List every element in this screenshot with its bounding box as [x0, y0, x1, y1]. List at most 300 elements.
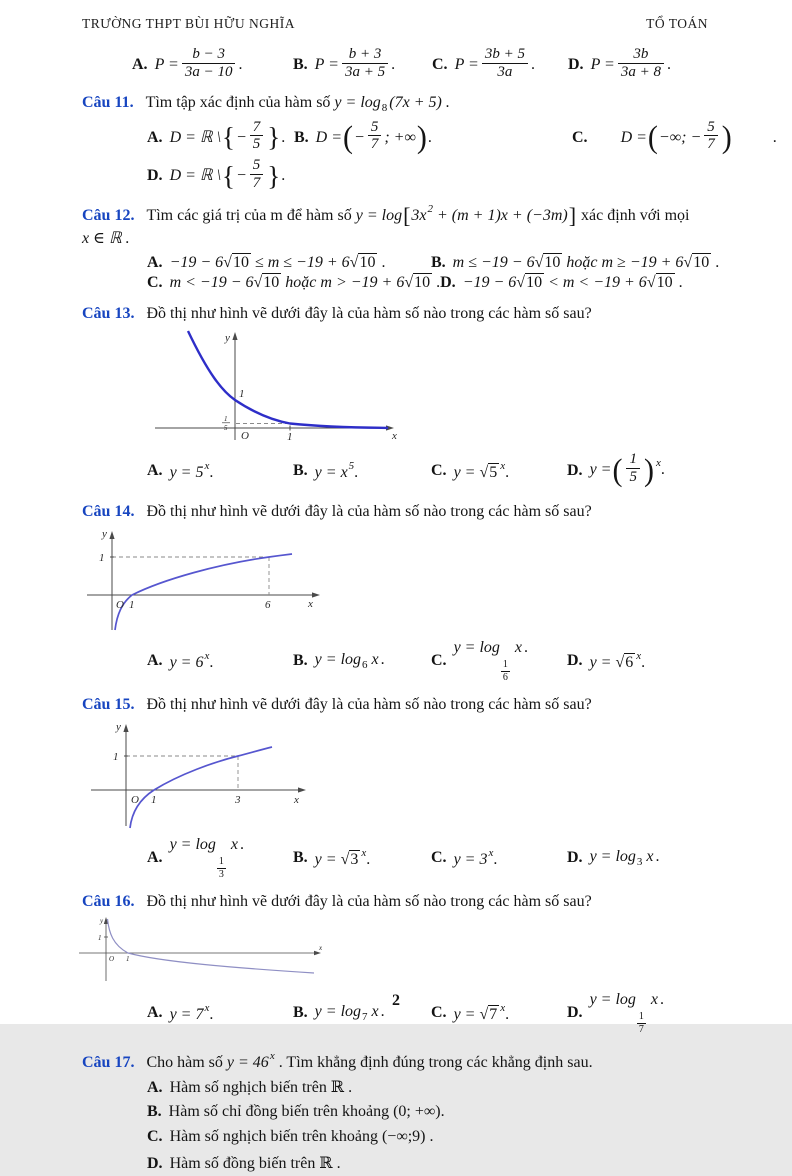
expr-prefix: D = — [620, 128, 647, 146]
log-subscript: 3 — [636, 856, 643, 869]
question-number: Câu 17. — [82, 1054, 135, 1072]
fraction — [250, 157, 264, 192]
function-expression — [355, 202, 577, 228]
option-text: Hàm số chỉ đồng biến trên khoảng (0; +∞). — [168, 1103, 445, 1121]
fraction-numerator: 1 — [638, 1011, 644, 1023]
radicand: 10 — [526, 274, 543, 292]
answer-option-b — [293, 460, 431, 482]
square-root — [516, 273, 544, 291]
fraction-numerator: 3b + 5 — [482, 46, 528, 64]
fraction-denominator: 3a + 5 — [344, 63, 386, 80]
x-tick-2-label: 3 — [235, 794, 241, 807]
log-expr: y = log — [169, 836, 216, 854]
radical-sign-icon — [647, 274, 656, 291]
option-expression — [170, 274, 441, 292]
log-subscript-fraction — [501, 659, 510, 683]
origin-label: O — [131, 794, 139, 807]
fraction-denominator: 7 — [638, 1023, 644, 1035]
question-number: Câu 13. — [82, 305, 135, 323]
open-brace: { — [222, 160, 235, 191]
y-frac-numerator: 1 — [224, 415, 228, 424]
log-expr: y = log — [314, 1003, 362, 1021]
fraction — [626, 451, 640, 486]
answer-option-b — [293, 651, 431, 671]
log-argument: x — [371, 651, 379, 669]
expr-suffix: . — [524, 639, 529, 657]
expr-suffix: . — [377, 254, 386, 272]
interval-tail: ; +∞ — [384, 128, 416, 146]
option-expression — [620, 118, 777, 156]
log-expr: y = log — [589, 991, 636, 1009]
option-letter: D. — [147, 1154, 163, 1172]
question-number: Câu 14. — [82, 502, 135, 520]
square-root — [647, 273, 675, 291]
option-expression — [155, 48, 243, 83]
option-letter: B. — [294, 128, 309, 146]
option-letter: D. — [440, 274, 456, 292]
option-text: Hàm số đồng biến trên ℝ . — [169, 1154, 341, 1172]
answer-option-c — [147, 1126, 734, 1149]
radical-sign-icon — [223, 254, 232, 271]
answer-option-a — [132, 48, 293, 83]
radical-sign-icon — [615, 654, 624, 671]
answer-option-d — [567, 650, 645, 672]
answer-option-c — [572, 118, 777, 156]
fraction — [342, 46, 388, 81]
log-base-expr: y = log — [334, 93, 381, 111]
fraction-numerator: b − 3 — [182, 46, 236, 64]
exponent: x — [204, 650, 210, 663]
expr-suffix: . — [711, 254, 720, 272]
option-expression — [455, 48, 535, 83]
radicand: 10 — [359, 254, 376, 272]
radicand: 3 — [350, 851, 359, 869]
expr-prefix: P = — [314, 55, 339, 73]
option-letter: A. — [147, 1004, 163, 1022]
log-expr: y = log — [453, 639, 500, 657]
square-root — [341, 850, 361, 868]
question-11 — [82, 91, 734, 117]
question-16 — [82, 890, 734, 913]
option-letter: B. — [431, 254, 446, 272]
expr-part: hoặc m > −19 + 6 — [281, 274, 405, 292]
question-17 — [82, 1049, 734, 1074]
answer-option-c — [431, 847, 567, 869]
y-tick-label: 1 — [98, 934, 102, 943]
expr-part: −19 − 6 — [169, 254, 224, 272]
square-root — [404, 273, 432, 291]
expr-suffix: . — [391, 55, 396, 73]
expr-suffix: . — [354, 463, 359, 481]
radical-sign-icon — [516, 274, 525, 291]
expr-suffix: . — [660, 991, 665, 1009]
function-expression — [334, 93, 450, 114]
answer-option-b — [431, 254, 719, 272]
fraction-numerator: 7 — [250, 119, 264, 137]
department-name: TỔ TOÁN — [646, 16, 708, 31]
exponent: x — [204, 459, 210, 472]
expr-suffix: . — [530, 55, 535, 73]
question-12 — [82, 202, 734, 250]
fraction — [182, 46, 236, 81]
option-text: Hàm số nghịch biến trên khoảng (−∞;9) . — [169, 1128, 434, 1146]
fraction-denominator: 3a + 8 — [620, 63, 661, 80]
log-argument: x — [650, 991, 659, 1009]
square-root — [350, 253, 378, 271]
question-stem: Đồ thị như hình vẽ dưới đây là của hàm số nào trong các hàm số sau? — [146, 305, 592, 323]
radicand: 10 — [263, 274, 280, 292]
square-root — [535, 253, 563, 271]
expr-part: −19 − 6 — [462, 274, 517, 292]
question-stem-post: . Tìm khẳng định đúng trong các khẳng định sau. — [278, 1054, 593, 1072]
q12-options-row-2 — [147, 274, 734, 292]
close-paren: ) — [643, 452, 654, 488]
fraction-numerator: 5 — [250, 157, 264, 175]
y-frac-denominator: 5 — [224, 424, 228, 433]
answer-option-d — [147, 159, 285, 194]
expr-part: ≤ m ≤ −19 + 6 — [250, 254, 350, 272]
log-subscript: 8 — [381, 101, 388, 114]
question-stem: Đồ thị như hình vẽ dưới đây là của hàm số nào trong các hàm số sau? — [146, 696, 592, 714]
option-expression — [315, 847, 371, 869]
expr-suffix: . — [641, 654, 646, 672]
option-expression — [315, 118, 432, 156]
expr-prefix: P = — [454, 55, 479, 73]
close-paren: ) — [721, 119, 732, 155]
fraction-numerator: b + 3 — [342, 46, 388, 64]
y-axis-label: y — [116, 721, 121, 734]
log-argument: x — [646, 848, 654, 866]
option-expression — [170, 254, 386, 272]
expr-suffix: . — [505, 463, 510, 481]
expr-suffix: . — [209, 463, 214, 481]
option-letter: B. — [293, 849, 308, 867]
exponent: 5 — [348, 459, 355, 472]
log-argument: x — [514, 639, 523, 657]
expr-prefix: P = — [590, 55, 615, 73]
answer-option-c — [432, 48, 568, 83]
square-root — [615, 653, 635, 671]
option-letter: B. — [293, 652, 308, 670]
fraction-numerator: 1 — [218, 856, 224, 868]
page-number: 2 — [392, 992, 400, 1009]
y-tick-label: 1 — [99, 552, 105, 565]
expr-base: y = 7 — [169, 1006, 204, 1024]
y-axis-label: y — [102, 528, 107, 541]
page-header — [82, 16, 734, 32]
open-bracket: [ — [403, 202, 411, 228]
exponent: x — [636, 650, 642, 663]
expr-base: y = 6 — [169, 654, 204, 672]
fraction-denominator: 5 — [252, 136, 261, 153]
option-text: Hàm số nghịch biến trên ℝ . — [169, 1078, 353, 1096]
question-number: Câu 11. — [82, 93, 134, 111]
y-tick-label: 1 — [239, 388, 245, 401]
option-letter: C. — [431, 1004, 447, 1022]
option-letter: C. — [432, 56, 448, 74]
radicand: 10 — [693, 254, 710, 272]
expr-base: y = 5 — [169, 463, 204, 481]
fraction — [618, 46, 664, 81]
expr-suffix: . — [432, 274, 441, 292]
option-expression — [453, 254, 720, 272]
log-expr: y = log — [314, 651, 362, 669]
option-expression — [315, 651, 385, 671]
expr-part: hoặc m ≥ −19 + 6 — [562, 254, 684, 272]
option-expression — [454, 460, 510, 482]
option-letter: D. — [567, 652, 583, 670]
fraction — [250, 119, 264, 154]
set-prefix: D = ℝ \ — [169, 128, 222, 146]
option-expression — [591, 48, 671, 83]
log-subscript: 6 — [362, 659, 368, 672]
radicand: 5 — [489, 463, 498, 481]
open-paren: ( — [647, 119, 658, 155]
radical-sign-icon — [683, 254, 692, 271]
log-expr: y = log — [355, 206, 403, 224]
y-axis-label: y — [225, 332, 230, 345]
fraction-numerator: 5 — [368, 119, 382, 137]
q14-options-row — [147, 639, 734, 683]
expr-suffix: . — [427, 128, 432, 146]
question-stem-post: xác định với mọi — [581, 206, 690, 224]
option-letter: C. — [431, 849, 447, 867]
x-tick-1-label: 1 — [129, 599, 135, 612]
fraction-denominator: 3a − 10 — [184, 63, 233, 80]
question-15 — [82, 693, 734, 716]
fraction — [482, 46, 528, 81]
expr-base: y = x — [314, 463, 348, 481]
expr-prefix: y = — [589, 654, 612, 672]
log-argument: x — [371, 1003, 379, 1021]
origin-label: O — [241, 430, 249, 443]
answer-option-d — [567, 453, 665, 488]
question-13 — [82, 302, 734, 325]
expr-prefix: D = — [315, 128, 343, 146]
expr-prefix: y = — [453, 463, 476, 481]
answer-option-a — [147, 836, 293, 880]
fraction-denominator: 7 — [707, 136, 715, 153]
x-axis-label: x — [294, 794, 299, 807]
expr-suffix: . — [505, 1006, 510, 1024]
question-stem: Tìm tập xác định của hàm số — [145, 93, 331, 111]
option-letter: C. — [572, 128, 588, 146]
expr-part: < m < −19 + 6 — [544, 274, 647, 292]
answer-option-d — [568, 48, 671, 83]
close-bracket: ] — [568, 202, 577, 228]
origin-label: O — [109, 955, 115, 964]
option-letter: D. — [567, 461, 583, 479]
answer-option-b — [294, 118, 572, 156]
answer-option-d — [147, 1153, 734, 1176]
expr-base: y = 3 — [453, 851, 488, 869]
fraction-numerator: 1 — [502, 659, 508, 671]
exponent: x — [488, 847, 494, 860]
x-tick-label: 1 — [287, 431, 293, 444]
answer-option-d — [567, 848, 660, 868]
option-letter: C. — [431, 652, 447, 670]
exponent: x — [500, 459, 506, 472]
option-letter: A. — [147, 652, 163, 670]
fraction-numerator: 3b — [618, 46, 664, 64]
y-axis-label: y — [100, 917, 104, 926]
square-root — [479, 463, 499, 481]
x-axis-label: x — [319, 944, 323, 953]
x-axis-label: x — [308, 598, 313, 611]
option-expression — [170, 460, 214, 482]
log-expr: y = log — [589, 848, 636, 866]
fraction-denominator: 3a — [497, 63, 513, 80]
expr-suffix: . — [772, 128, 777, 146]
radicand: 10 — [414, 274, 431, 292]
option-letter: B. — [293, 56, 308, 74]
square-root — [223, 253, 251, 271]
close-brace: } — [267, 160, 281, 191]
answer-option-b — [293, 48, 432, 83]
answer-option-c — [431, 460, 567, 482]
question-number: Câu 16. — [82, 893, 135, 911]
interval-lead: −∞; − — [658, 128, 702, 146]
option-expression — [590, 650, 646, 672]
answer-option-b — [147, 1101, 734, 1124]
question-number: Câu 12. — [82, 206, 135, 224]
fraction-denominator: 5 — [629, 469, 637, 486]
x-tick-1-label: 1 — [126, 955, 130, 964]
fraction-numerator: 5 — [704, 119, 718, 137]
expr-suffix: . — [366, 851, 371, 869]
linear-terms: + (m + 1)x + (−3m) — [433, 206, 568, 224]
answer-option-c — [431, 639, 567, 683]
radicand: 7 — [489, 1006, 498, 1024]
option-letter: A. — [147, 128, 163, 146]
exponent: x — [269, 1050, 275, 1063]
minus-sign: − — [236, 167, 247, 185]
minus-sign: − — [236, 128, 247, 146]
expr-suffix: . — [493, 851, 498, 869]
open-paren: ( — [612, 452, 623, 488]
option-letter: D. — [567, 1004, 583, 1022]
expr-suffix: . — [674, 274, 683, 292]
exponent: x — [655, 457, 661, 470]
log-argument: (7x + 5) . — [389, 93, 450, 111]
expr-base: y = 46 — [226, 1054, 269, 1072]
option-expression — [463, 274, 683, 292]
question-number: Câu 15. — [82, 696, 135, 714]
expr-suffix: . — [660, 461, 665, 479]
expr-suffix: . — [281, 128, 286, 146]
expr-suffix: . — [209, 654, 214, 672]
expr-suffix: . — [209, 1006, 214, 1024]
fraction-numerator: 1 — [626, 451, 640, 469]
answer-option-a — [147, 650, 293, 672]
option-letter: B. — [293, 1004, 308, 1022]
log-subscript-fraction — [637, 1011, 646, 1035]
expr-suffix: . — [281, 167, 286, 185]
answer-option-a — [147, 118, 294, 156]
option-letter: A. — [147, 849, 163, 867]
graph-q15-increasing-logarithm — [88, 718, 318, 830]
fraction-denominator: 3 — [218, 868, 224, 880]
function-expression — [226, 1050, 275, 1072]
fraction — [704, 119, 718, 154]
option-expression — [315, 48, 395, 83]
expr-suffix: . — [380, 651, 385, 669]
q12-options-row-1 — [147, 254, 734, 272]
set-prefix: D = ℝ \ — [169, 167, 222, 185]
minus-sign: − — [354, 128, 365, 146]
radicand: 10 — [232, 254, 249, 272]
radicand: 6 — [625, 654, 634, 672]
log-argument: x — [230, 836, 239, 854]
y-tick-label: 1 — [113, 751, 119, 764]
answer-option-a — [147, 460, 293, 482]
x-axis-label: x — [392, 430, 397, 443]
radicand: 10 — [656, 274, 673, 292]
expr-prefix: P = — [154, 55, 179, 73]
question-stem: Cho hàm số — [146, 1054, 223, 1072]
option-letter: A. — [147, 461, 163, 479]
option-letter: B. — [293, 461, 308, 479]
log-subscript-fraction — [217, 856, 226, 880]
expr-prefix: y = — [453, 1006, 476, 1024]
q15-options-row — [147, 836, 734, 880]
option-expression — [454, 847, 498, 869]
close-brace: } — [267, 122, 281, 153]
question-stem: Đồ thị như hình vẽ dưới đây là của hàm số nào trong các hàm số sau? — [146, 502, 592, 520]
expr-prefix: y = — [589, 461, 612, 479]
exponent: 2 — [427, 202, 433, 215]
option-letter: A. — [132, 56, 148, 74]
origin-label: O — [116, 599, 124, 612]
expr-suffix: . — [380, 1003, 385, 1021]
fraction-denominator: 6 — [502, 671, 508, 683]
open-brace: { — [222, 122, 235, 153]
radical-sign-icon — [404, 274, 413, 291]
x-tick-2-label: 6 — [265, 599, 271, 612]
radicand: 10 — [544, 254, 561, 272]
option-letter: B. — [147, 1103, 162, 1121]
log-subscript: 7 — [362, 1011, 368, 1024]
option-expression — [590, 848, 660, 868]
option-letter: C. — [147, 274, 163, 292]
answer-option-a — [147, 1077, 734, 1100]
answer-option-d — [440, 274, 682, 292]
q13-options-row — [147, 453, 734, 488]
option-letter: C. — [431, 461, 447, 479]
option-expression — [170, 650, 214, 672]
option-letter: D. — [567, 849, 583, 867]
expr-suffix: . — [655, 848, 660, 866]
fraction-denominator: 7 — [370, 136, 379, 153]
open-paren: ( — [343, 119, 354, 155]
fraction — [368, 119, 382, 154]
exponent: x — [500, 1002, 506, 1015]
option-expression — [590, 453, 665, 488]
expr-prefix: y = — [314, 851, 337, 869]
answer-option-c — [147, 274, 440, 292]
q10-options-row — [132, 48, 734, 83]
fraction-denominator: 7 — [252, 174, 261, 191]
square-root — [254, 273, 282, 291]
option-letter: D. — [147, 167, 163, 185]
question-stem: Tìm các giá trị của m để hàm số — [146, 206, 352, 224]
quadratic-term: 3x — [411, 206, 427, 224]
expr-suffix: . — [238, 55, 243, 73]
radical-sign-icon — [254, 274, 263, 291]
expr-suffix: . — [666, 55, 671, 73]
graph-q16-decreasing-logarithm — [76, 915, 326, 985]
square-root — [683, 253, 711, 271]
